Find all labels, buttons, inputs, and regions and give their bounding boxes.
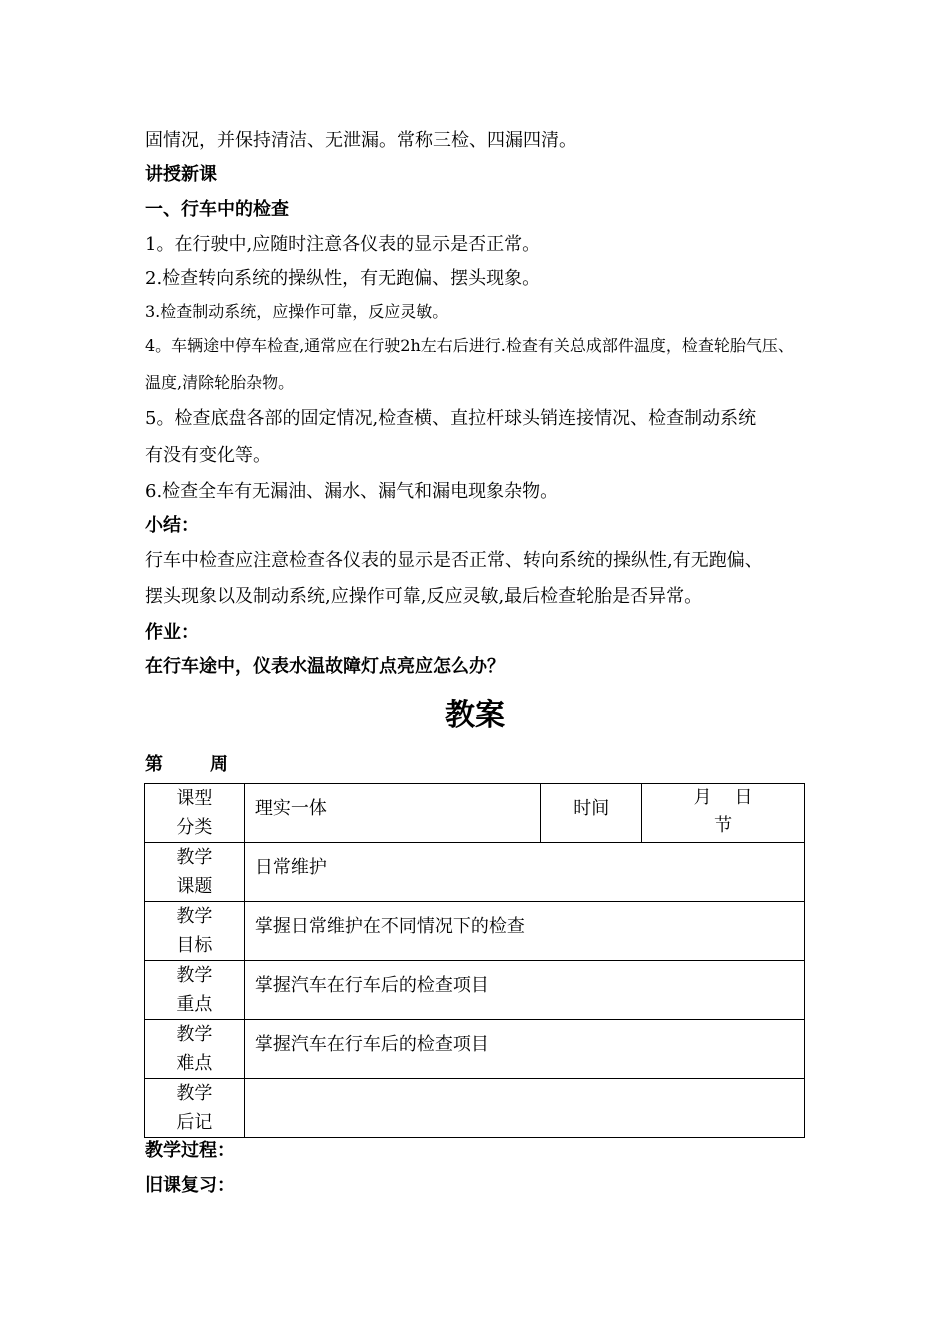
row-label — [145, 1020, 245, 1079]
date-day: 日 — [734, 787, 753, 808]
row-label-line: 分类 — [176, 817, 213, 838]
row-label — [145, 1079, 245, 1138]
table-row — [145, 961, 805, 1020]
week-label-di: 第 — [145, 754, 163, 775]
week-label-zhou: 周 — [210, 754, 228, 775]
course-type-value: 理实一体 — [244, 784, 540, 843]
row-label-line: 教学 — [176, 906, 213, 927]
row-value: 日常维护 — [244, 843, 804, 902]
row-label-line: 教学 — [176, 847, 213, 868]
text-line: 行车中检查应注意检查各仪表的显示是否正常、转向系统的操纵性,有无跑偏、 — [145, 550, 763, 571]
row-label-line: 教学 — [176, 1083, 213, 1104]
row-label — [145, 961, 245, 1020]
text-line: 2.检查转向系统的操纵性，有无跑偏、摆头现象。 — [145, 268, 541, 289]
row-label-line: 目标 — [176, 935, 213, 956]
row-label-line: 重点 — [176, 994, 213, 1015]
text-line: 3.检查制动系统，应操作可靠，反应灵敏。 — [145, 302, 449, 321]
text-line: 固情况，并保持清洁、无泄漏。常称三检、四漏四清。 — [145, 130, 577, 151]
page-title: 教案 — [445, 698, 505, 733]
row-label — [145, 784, 245, 843]
text-line: 4。车辆途中停车检查,通常应在行驶2h左右后进行.检查有关总成部件温度，检查轮胎气压、 — [145, 336, 794, 355]
table-row — [145, 1020, 805, 1079]
date-month-day — [642, 784, 804, 812]
table-row — [145, 902, 805, 961]
row-label — [145, 902, 245, 961]
row-label-line: 课题 — [176, 876, 213, 897]
row-label-line: 教学 — [176, 1024, 213, 1045]
section-heading: 一、行车中的检查 — [145, 199, 289, 220]
text-line: 6.检查全车有无漏油、漏水、漏气和漏电现象杂物。 — [145, 481, 559, 502]
table-row — [145, 843, 805, 902]
row-value — [244, 1079, 804, 1138]
section-heading: 教学过程： — [145, 1140, 235, 1161]
row-label-line: 难点 — [176, 1053, 213, 1074]
row-label — [145, 843, 245, 902]
text-line: 1。在行驶中,应随时注意各仪表的显示是否正常。 — [145, 234, 541, 255]
section-heading: 讲授新课 — [145, 164, 217, 185]
date-section: 节 — [714, 815, 733, 836]
table-row — [145, 1079, 805, 1138]
row-label-line: 后记 — [176, 1112, 213, 1133]
text-line: 摆头现象以及制动系统,应操作可靠,反应灵敏,最后检查轮胎是否异常。 — [145, 586, 703, 607]
section-heading: 作业： — [145, 622, 199, 643]
row-value: 掌握汽车在行车后的检查项目 — [244, 1020, 804, 1079]
text-line: 有没有变化等。 — [145, 445, 271, 466]
section-heading: 小结： — [145, 515, 199, 536]
row-label-line: 教学 — [176, 965, 213, 986]
time-label: 时间 — [541, 784, 642, 843]
homework-question: 在行车途中，仪表水温故障灯点亮应怎么办？ — [145, 656, 505, 677]
row-value: 掌握日常维护在不同情况下的检查 — [244, 902, 804, 961]
table-row — [145, 784, 805, 843]
date-cell — [642, 784, 805, 843]
text-line: 5。检查底盘各部的固定情况,检查横、直拉杆球头销连接情况、检查制动系统 — [145, 408, 757, 429]
lesson-info-table — [144, 783, 805, 1138]
row-label-line: 课型 — [176, 788, 213, 809]
row-value: 掌握汽车在行车后的检查项目 — [244, 961, 804, 1020]
date-month: 月 — [693, 787, 712, 808]
text-line: 温度,清除轮胎杂物。 — [145, 373, 295, 392]
section-heading: 旧课复习： — [145, 1175, 235, 1196]
